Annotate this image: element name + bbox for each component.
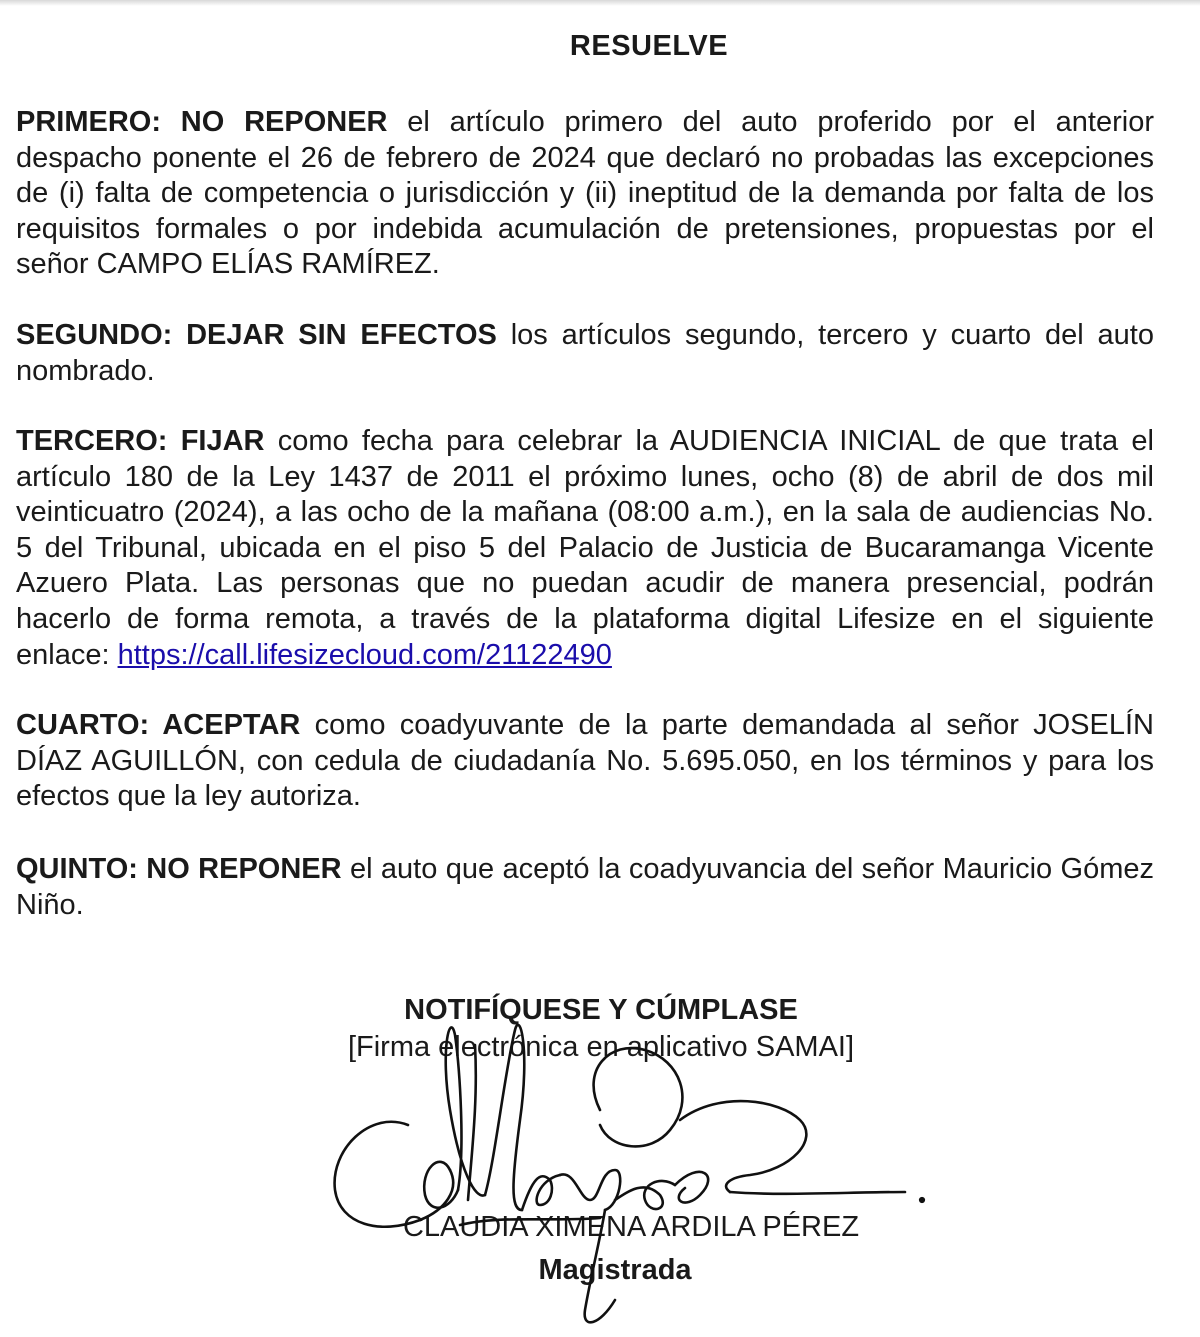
article-segundo — [16, 318, 1154, 389]
notify-heading: NOTIFÍQUESE Y CÚMPLASE — [404, 994, 798, 1026]
article-primero — [16, 105, 1154, 283]
article-lead: TERCERO: FIJAR — [16, 425, 265, 457]
article-lead: PRIMERO: NO REPONER — [16, 106, 388, 138]
article-quinto — [16, 852, 1154, 923]
article-tercero — [16, 424, 1154, 673]
article-lead: CUARTO: ACEPTAR — [16, 709, 301, 741]
article-text: como fecha para celebrar la AUDIENCIA INICIAL de que trata el artículo 180 de la Ley 1437 de 2011 el próximo lunes, ocho (8) de abril de dos mil veinticuatro (2024), a las ocho de la mañana (08:00 a.m.), en la sala de audiencias No. 5 del Tribunal, ubicada en el piso 5 del Palacio de Justicia de Bucaramanga Vicente Azuero Plata. Las personas que no puedan acudir de manera presencial, podrán hacerlo de forma remota, a través de la plataforma digital Lifesize en el siguiente enlace: — [16, 425, 1154, 671]
article-cuarto — [16, 708, 1154, 815]
article-text: los artículos segundo, tercero y cuarto del auto nombrado. — [16, 319, 1154, 387]
electronic-signature-note: [Firma electrónica en aplicativo SAMAI] — [347, 1031, 855, 1063]
signer-role: Magistrada — [538, 1254, 692, 1286]
signer-name: CLAUDIA XIMENA ARDILA PÉREZ — [402, 1211, 860, 1243]
article-lead: QUINTO: NO REPONER — [16, 853, 342, 885]
article-text: el artículo primero del auto proferido por el anterior despacho ponente el 26 de febrero de 2024 que declaró no probadas las excepciones de (i) falta de competencia o jurisdicción y (ii) ineptitud de la demanda por falta de los requisitos formales o por indebida acumulación de pretensiones, propuestas por el señor CAMPO ELÍAS RAMÍREZ. — [16, 106, 1154, 281]
resolution-heading: RESUELVE — [569, 30, 729, 62]
article-text: el auto que aceptó la coadyuvancia del señor Mauricio Gómez Niño. — [16, 853, 1154, 921]
article-lead: SEGUNDO: DEJAR SIN EFECTOS — [16, 319, 497, 351]
lifesize-meeting-link[interactable]: https://call.lifesizecloud.com/21122490 — [117, 638, 612, 671]
article-text: como coadyuvante de la parte demandada al señor JOSELÍN DÍAZ AGUILLÓN, con cedula de ciudadanía No. 5.695.050, en los términos y para los efectos que la ley autoriza. — [16, 709, 1154, 813]
document-page — [16, 0, 1154, 1337]
